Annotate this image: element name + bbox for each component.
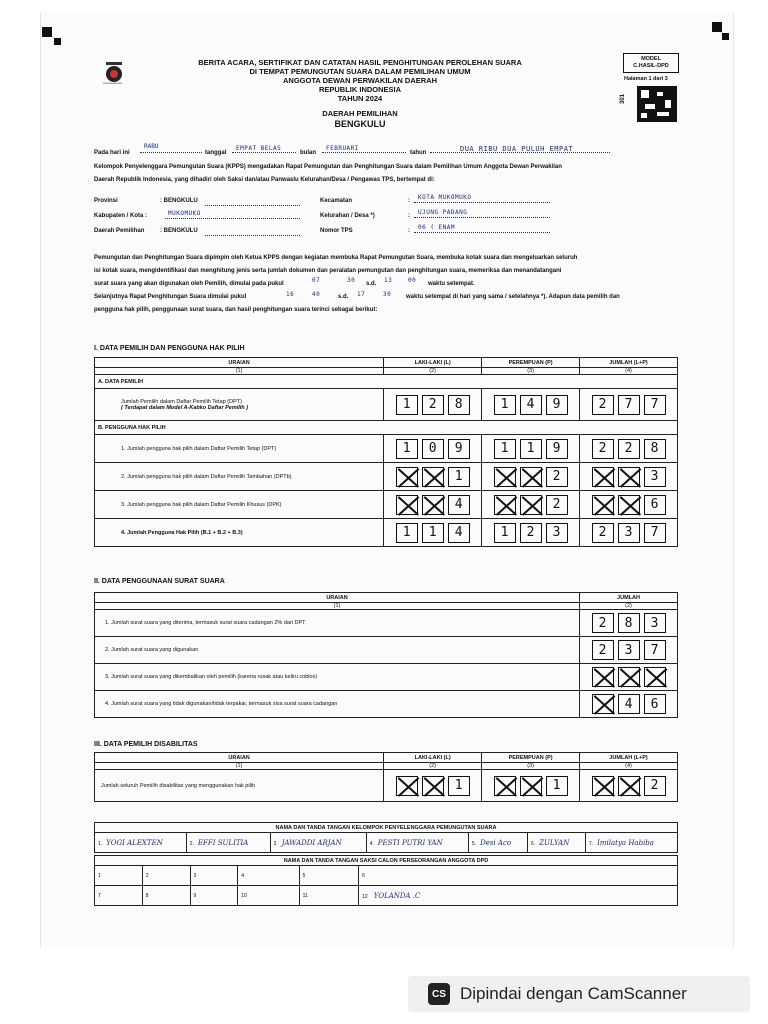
crossed-box: [520, 467, 542, 487]
s1-b-row: [95, 435, 678, 463]
s2-num-1: (1): [95, 603, 580, 610]
kpps-row: [95, 833, 678, 853]
saksi-signature-cell: [190, 886, 238, 906]
digit-box: 3: [546, 523, 568, 543]
digit-box: 2: [422, 395, 444, 415]
crossed-box: [520, 495, 542, 515]
model-code: C.HASIL-DPD: [633, 63, 669, 69]
digit-box: 1: [520, 439, 542, 459]
digit-box: 2: [592, 523, 614, 543]
s3-p: [485, 776, 576, 796]
saksi-num: 10: [241, 892, 247, 899]
kelurahan-colon: :: [408, 213, 410, 219]
crossed-box: [592, 667, 614, 687]
doc-title-line1: BERITA ACARA, SERTIFIKAT DAN CATATAN HASIL PENGHITUNGAN PEROLEHAN SUARA: [198, 58, 522, 67]
digit-box: 2: [644, 776, 666, 796]
digit-box: 2: [592, 439, 614, 459]
s2-row4-j: [583, 694, 674, 714]
kpps-num: 1.: [98, 840, 103, 847]
crossed-box: [396, 776, 418, 796]
digit-box: 1: [396, 523, 418, 543]
vote-start-min: 30: [347, 277, 356, 284]
s1-num-3: (3): [482, 368, 580, 375]
kpps-signature-table: [94, 822, 678, 853]
s3-num-1: (1): [95, 763, 384, 770]
bulan-value: FEBRUARI: [326, 145, 359, 152]
s1-b2-l: [387, 467, 478, 487]
count-end-hour: 17: [357, 291, 366, 298]
dapil-name: BENGKULU: [334, 119, 386, 129]
saksi-num: 3: [193, 872, 197, 879]
s1-b1-label: 1. Jumlah pengguna hak pilih dalam Daftar Pemilih Tetap (DPT): [95, 435, 384, 463]
crossed-box: [592, 694, 614, 714]
digit-box: 9: [546, 439, 568, 459]
saksi-signature-cell: [142, 886, 190, 906]
tps-colon: :: [408, 228, 410, 234]
page-indicator: Halaman 1 dari 3: [624, 76, 668, 82]
digit-box: 9: [546, 395, 568, 415]
s1-num-1: (1): [95, 368, 384, 375]
digit-box: 6: [644, 694, 666, 714]
s1-num-4: (4): [580, 368, 678, 375]
s3-num-4: (4): [580, 763, 678, 770]
digit-box: 1: [494, 395, 516, 415]
kpps-signature: Imilatya Habiba: [597, 838, 654, 847]
provinsi-label: Provinsi: [94, 198, 118, 204]
s1-b1-l: [387, 439, 478, 459]
s1-b2-label: 2. Jumlah pengguna hak pilih dalam Daftar Pemilih Tambahan (DPTb): [95, 463, 384, 491]
digit-box: 1: [448, 776, 470, 796]
s1-a-row-label: [95, 389, 384, 421]
s3-j: [583, 776, 674, 796]
s3-head-p: PEREMPUAN (P): [482, 753, 580, 763]
kpps-signature: YOGI ALEXTEN: [106, 838, 163, 847]
crossed-box: [520, 776, 542, 796]
saksi-signature-cell: [95, 866, 143, 886]
para-line4-end: waktu setempat di hari yang sama / setelahnya *). Adapun data pemilih dan: [406, 294, 620, 300]
kecamatan-label: Kecamatan: [320, 198, 353, 204]
s1-head-uraian: URAIAN: [95, 358, 384, 368]
digit-box: 7: [644, 640, 666, 660]
kpps-num: 4.: [369, 840, 374, 847]
digit-box: 8: [618, 613, 640, 633]
tahun-value: DUA RIBU DUA PULUH EMPAT: [460, 145, 574, 153]
section2-table: [94, 592, 678, 718]
crossed-box: [618, 667, 640, 687]
s1-b4-label: 4. Jumlah Pengguna Hak Pilih (B.1 + B.2 + B.3): [95, 519, 384, 547]
camscanner-icon: CS: [428, 983, 450, 1005]
s1-a-row-text: Jumlah Pemilih dalam Daftar Pemilih Tetap (DPT): [121, 398, 242, 405]
kpu-logo: [103, 60, 125, 86]
para-line2: isi kotak suara, mengidentifikasi dan menghitung jenis serta jumlah dokumen dan peralatan pemungutan dan penghitungan suara, memeriksa dan menandatangani: [94, 268, 562, 274]
saksi-signature-table: [94, 855, 678, 906]
kpps-signature-cell: [270, 833, 366, 853]
opening-text3: Daerah Republik Indonesia, yang dihadiri oleh Saksi dan/atau Panwaslu Kelurahan/Desa / Pengawas TPS, bertempat di:: [94, 177, 435, 183]
s2-row4-label: 4. Jumlah surat suara yang tidak digunakan/tidak terpakai, termasuk sisa surat suara cadangan: [95, 691, 580, 718]
kpps-signature-cell: [468, 833, 527, 853]
digit-box: 4: [448, 523, 470, 543]
s1-a-j-boxes: [583, 395, 674, 415]
crossed-box: [494, 495, 516, 515]
s1-a-row-sub: ( Terdapat dalam Model A-Kabko Daftar Pemilih ): [121, 404, 249, 411]
s1-a-label: A. DATA PEMILIH: [95, 375, 678, 389]
s1-b4-p: [485, 523, 576, 543]
digit-box: 7: [644, 395, 666, 415]
kpps-num: 7.: [588, 840, 594, 847]
digit-box: 0: [422, 439, 444, 459]
saksi-num: 6: [362, 872, 365, 879]
digit-box: 2: [618, 439, 640, 459]
kabupaten-label: Kabupaten / Kota :: [94, 213, 148, 219]
s1-b2-j: [583, 467, 674, 487]
digit-box: 3: [618, 640, 640, 660]
para-line4: Selanjutnya Rapat Penghitungan Suara dimulai pukul: [94, 294, 247, 300]
s1-b4-j: [583, 523, 674, 543]
digit-box: 7: [644, 523, 666, 543]
section1-table: [94, 357, 678, 547]
kpps-signature-cell: [95, 833, 187, 853]
section3-title: III. DATA PEMILIH DISABILITAS: [94, 741, 198, 748]
digit-box: 8: [644, 439, 666, 459]
corner-marker-tl: [42, 27, 52, 37]
saksi-signature-cell: [95, 886, 143, 906]
s1-head-l: LAKI-LAKI (L): [384, 358, 482, 368]
vote-time-end: waktu setempat.: [428, 281, 475, 287]
vote-start-hour: 07: [312, 277, 321, 284]
s2-head-uraian: URAIAN: [95, 593, 580, 603]
tanggal-label: tanggal: [205, 150, 227, 156]
saksi-num: 8: [145, 892, 149, 899]
s1-b1-j: [583, 439, 674, 459]
kpps-signature-cell: [527, 833, 585, 853]
para-line5: pengguna hak pilih, penggunaan surat suara, dan hasil penghitungan suara terinci sebagai berikut:: [94, 307, 378, 313]
s3-row-label: Jumlah seluruh Pemilih disabilitas yang menggunakan hak pilih: [95, 770, 384, 802]
s2-head-jumlah: JUMLAH: [580, 593, 678, 603]
crossed-box: [396, 495, 418, 515]
kpps-signature-cell: [366, 833, 468, 853]
saksi-signature-cell: [190, 866, 238, 886]
dapil-label: Daerah Pemilihan: [94, 228, 145, 234]
s3-l: [387, 776, 478, 796]
saksi-num: 11: [302, 892, 308, 899]
tanggal-value: EMPAT BELAS: [236, 145, 282, 152]
saksi-num: 2: [145, 872, 149, 879]
s2-num-2: (2): [580, 603, 678, 610]
kpps-title: NAMA DAN TANDA TANGAN KELOMPOK PENYELENGGARA PEMUNGUTAN SUARA: [95, 823, 678, 833]
s2-row2-j: [583, 640, 674, 660]
saksi-row: [95, 886, 678, 906]
digit-box: 4: [520, 395, 542, 415]
saksi-signature: YOLANDA .C: [373, 891, 421, 900]
s1-head-j: JUMLAH (L+P): [580, 358, 678, 368]
provinsi-value: : BENGKULU: [160, 198, 198, 204]
saksi-num: 1: [98, 872, 101, 879]
dapil-heading: DAERAH PEMILIHAN: [322, 109, 398, 118]
camscanner-badge: [408, 976, 750, 1012]
kpps-signature: JAWADDI ARJAN: [281, 838, 342, 847]
digit-box: 2: [592, 613, 614, 633]
digit-box: 4: [618, 694, 640, 714]
saksi-num: 12: [362, 893, 368, 900]
saksi-signature-cell: [238, 886, 299, 906]
section1-title: I. DATA PEMILIH DAN PENGGUNA HAK PILIH: [94, 345, 245, 352]
crossed-box: [396, 467, 418, 487]
count-start-hour: 16: [286, 291, 295, 298]
digit-box: 6: [644, 495, 666, 515]
digit-box: 2: [520, 523, 542, 543]
kelurahan-label: Kelurahan / Desa *): [320, 213, 375, 219]
vote-end-min: 00: [408, 277, 417, 284]
s1-a-l-boxes: [387, 395, 478, 415]
kecamatan-value: KOTA MUKOMUKO: [418, 194, 472, 201]
logo-text: KOMISI PEMILIHAN UMUM: [103, 84, 122, 85]
s2-row1-j: [583, 613, 674, 633]
crossed-box: [644, 667, 666, 687]
crossed-box: [618, 495, 640, 515]
crossed-box: [592, 467, 614, 487]
camscanner-text: Dipindai dengan CamScanner: [460, 984, 687, 1003]
saksi-num: 9: [193, 892, 197, 899]
s1-b3-l: [387, 495, 478, 515]
digit-box: 1: [494, 439, 516, 459]
saksi-signature-cell: [299, 866, 359, 886]
section2-title: II. DATA PENGGUNAAN SURAT SUARA: [94, 578, 225, 585]
kpps-num: 2.: [189, 840, 194, 847]
s2-row1-label: 1. Jumlah surat suara yang diterima, termasuk surat suara cadangan 2% dari DPT: [95, 610, 580, 637]
digit-box: 1: [422, 523, 444, 543]
doc-title-line2: DI TEMPAT PEMUNGUTAN SUARA DALAM PEMILIHAN UMUM: [249, 67, 471, 76]
count-sd: s.d.: [338, 294, 349, 300]
s1-b3-p: [485, 495, 576, 515]
vote-sd: s.d.: [366, 281, 377, 287]
crossed-box: [494, 776, 516, 796]
count-start-min: 40: [312, 291, 321, 298]
digit-box: 3: [644, 613, 666, 633]
crossed-box: [592, 495, 614, 515]
s1-b1-p: [485, 439, 576, 459]
crossed-box: [422, 495, 444, 515]
digit-box: 8: [448, 395, 470, 415]
saksi-num: 4: [241, 872, 245, 879]
s1-b-label: B. PENGGUNA HAK PILIH: [95, 421, 678, 435]
s3-num-2: (2): [384, 763, 482, 770]
s1-b4-l: [387, 523, 478, 543]
s2-row3-j: [583, 667, 674, 687]
s1-b-row: [95, 491, 678, 519]
kecamatan-colon: :: [408, 198, 410, 204]
doc-title-line4: REPUBLIK INDONESIA: [318, 85, 402, 94]
kpps-signature: PESTI PUTRI YAN: [377, 838, 443, 847]
doc-title-line5: TAHUN 2024: [337, 94, 383, 103]
saksi-signature-cell: [238, 866, 299, 886]
dapil-value: : BENGKULU: [160, 228, 198, 234]
digit-box: 2: [592, 640, 614, 660]
s2-row2-label: 2. Jumlah surat suara yang digunakan: [95, 637, 580, 664]
s1-head-p: PEREMPUAN (P): [482, 358, 580, 368]
kabupaten-value: MUKOMUKO: [168, 210, 201, 217]
crossed-box: [618, 776, 640, 796]
kpps-signature-cell: [186, 833, 270, 853]
saksi-signature-cell: [359, 886, 678, 906]
pada-hari-label: Pada hari ini: [94, 150, 130, 156]
corner-marker-tr-small: [722, 33, 729, 40]
saksi-num: 7: [98, 892, 101, 899]
saksi-signature-cell: [299, 886, 359, 906]
digit-box: 3: [644, 467, 666, 487]
s3-num-3: (3): [482, 763, 580, 770]
digit-box: 9: [448, 439, 470, 459]
kpps-signature: ZULYAN: [539, 838, 570, 847]
opening-text2: Kelompok Penyelenggara Pemungutan Suara (KPPS) mengadakan Rapat Pemungutan dan Penghitungan Suara dalam Pemilihan Umum Anggota Dewan Perwakilan: [94, 164, 562, 170]
kpps-num: 3.: [273, 840, 278, 847]
kpps-signature: Desi Aco: [480, 838, 512, 847]
saksi-signature-cell: [142, 866, 190, 886]
corner-marker-tr: [712, 22, 722, 32]
s1-b3-label: 3. Jumlah pengguna hak pilih dalam Daftar Pemilih Khusus (DPK): [95, 491, 384, 519]
saksi-signature-cell: [359, 866, 678, 886]
hari-value: RABU: [144, 143, 159, 150]
crossed-box: [422, 776, 444, 796]
s3-head-uraian: URAIAN: [95, 753, 384, 763]
kelurahan-value: UJUNG PADANG: [418, 209, 468, 216]
kpps-signature: EFFI SULITIA: [197, 838, 249, 847]
model-label: MODEL: [641, 56, 661, 62]
s1-num-2: (2): [384, 368, 482, 375]
para-line1: Pemungutan dan Penghitungan Suara dipimpin oleh Ketua KPPS dengan kegiatan membuka Rapat Pemungutan Suara, membuka kotak suara dan mengeluarkan seluruh: [94, 255, 578, 261]
kpps-num: 5.: [471, 840, 477, 847]
digit-box: 3: [618, 523, 640, 543]
digit-box: 1: [448, 467, 470, 487]
saksi-num: 5: [302, 872, 306, 879]
digit-box: 2: [592, 395, 614, 415]
digit-box: 2: [546, 495, 568, 515]
s1-b3-j: [583, 495, 674, 515]
crossed-box: [422, 467, 444, 487]
digit-box: 1: [396, 439, 418, 459]
side-code: 301: [620, 93, 627, 105]
doc-title-line3: ANGGOTA DEWAN PERWAKILAN DAERAH: [282, 76, 438, 85]
s1-a-p-boxes: [485, 395, 576, 415]
para-line3: surat suara yang akan digunakan oleh Pemilih, dimulai pada pukul: [94, 281, 284, 287]
vote-end-hour: 13: [384, 277, 393, 284]
s1-b-row: [95, 463, 678, 491]
model-box: [623, 53, 679, 73]
tahun-label: tahun: [410, 150, 427, 156]
s2-row3-label: 3. Jumlah surat suara yang dikembalikan oleh pemilih (karena rusak atau keliru coblos): [95, 664, 580, 691]
digit-box: 1: [396, 395, 418, 415]
qr-code: [637, 86, 677, 122]
corner-marker-tl-small: [54, 38, 61, 45]
kpps-num: 6.: [530, 840, 536, 847]
s3-head-j: JUMLAH (L+P): [580, 753, 678, 763]
count-end-min: 30: [383, 291, 392, 298]
s1-b2-p: [485, 467, 576, 487]
digit-box: 2: [546, 467, 568, 487]
digit-box: 7: [618, 395, 640, 415]
digit-box: 1: [494, 523, 516, 543]
s3-head-l: LAKI-LAKI (L): [384, 753, 482, 763]
digit-box: 1: [546, 776, 568, 796]
digit-box: 4: [448, 495, 470, 515]
s1-b-row: [95, 519, 678, 547]
crossed-box: [592, 776, 614, 796]
crossed-box: [494, 467, 516, 487]
kpps-signature-cell: [585, 833, 677, 853]
saksi-title: NAMA DAN TANDA TANGAN SAKSI CALON PERSEORANGAN ANGGOTA DPD: [95, 856, 678, 866]
section3-table: [94, 752, 678, 802]
saksi-row: [95, 866, 678, 886]
crossed-box: [618, 467, 640, 487]
bulan-label: bulan: [300, 150, 316, 156]
tps-value: 06 ( ENAM: [418, 224, 456, 231]
tps-label: Nomor TPS: [320, 228, 353, 234]
